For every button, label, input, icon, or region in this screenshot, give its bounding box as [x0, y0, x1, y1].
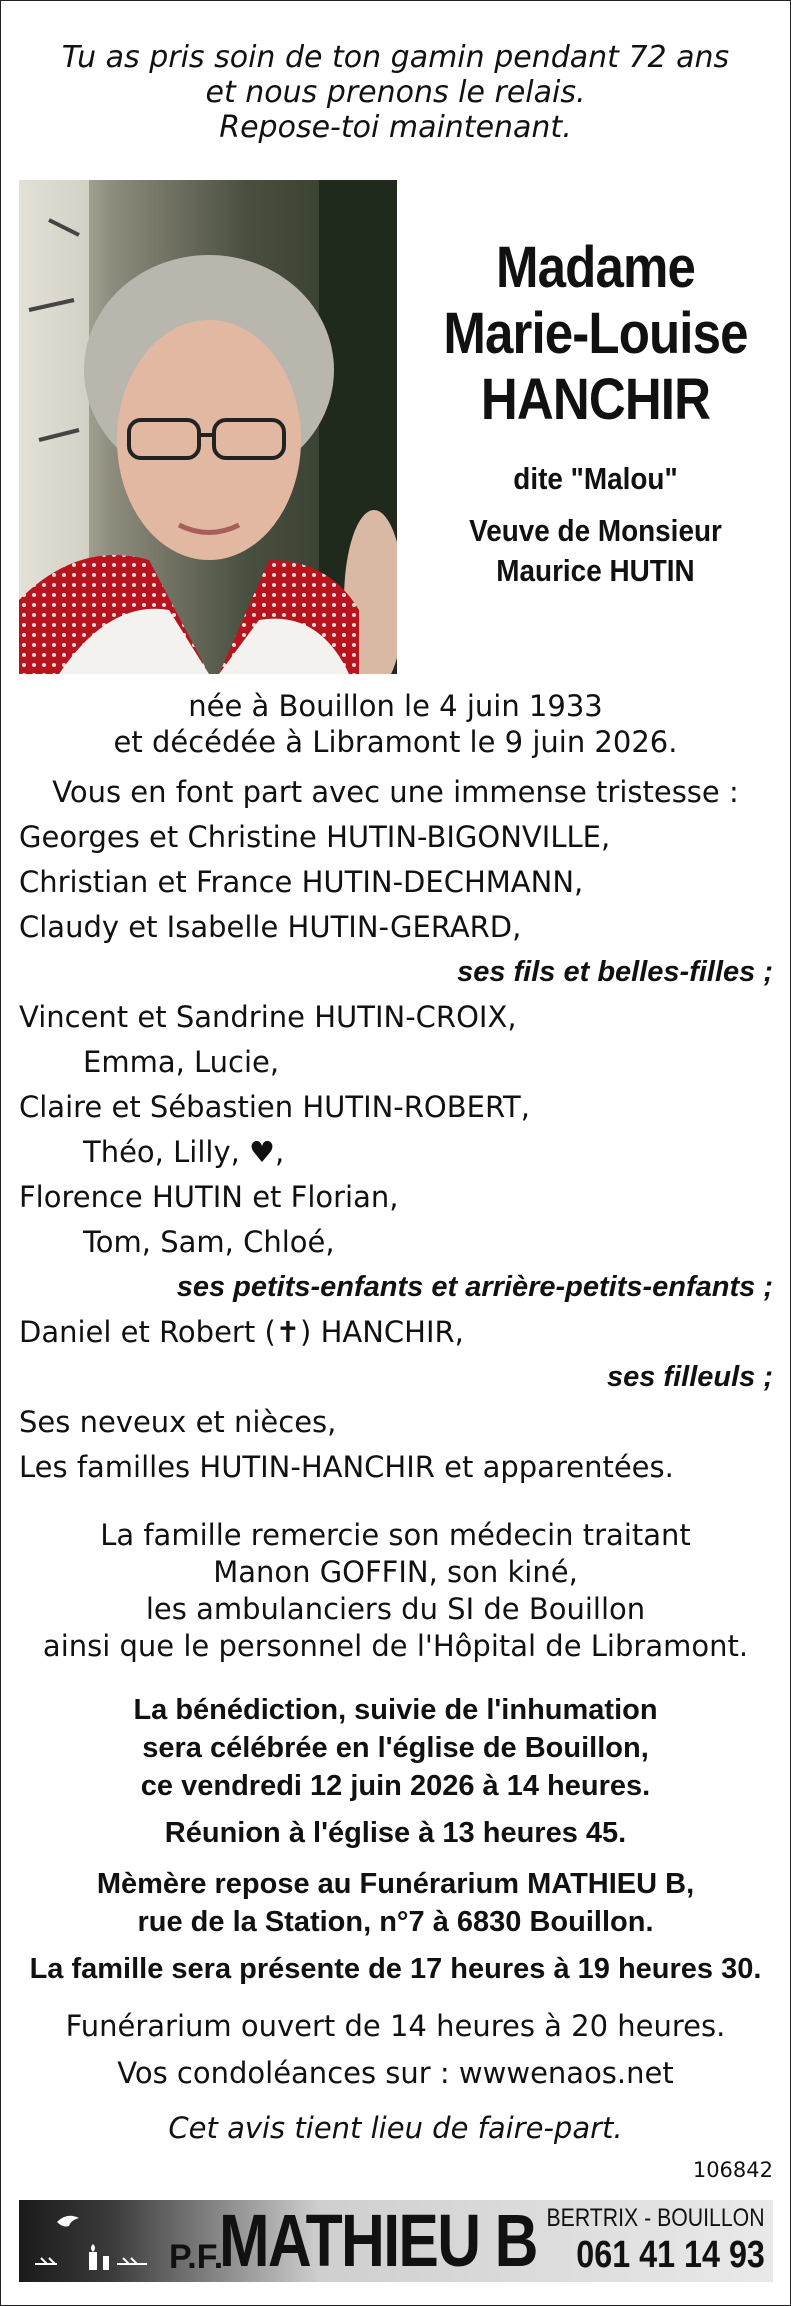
grandchild-line: Claire et Sébastien HUTIN-ROBERT, — [19, 1090, 530, 1124]
closing-line: Cet avis tient lieu de faire-part. — [168, 2111, 623, 2145]
logo-pf: P.F. — [169, 2238, 224, 2276]
portrait-photo — [19, 180, 397, 674]
others-line: Ses neveux et nièces, — [19, 1405, 337, 1439]
ceremony-line: La bénédiction, suivie de l'inhumation — [133, 1694, 658, 1726]
logo-brand: MATHIEU B — [219, 2199, 537, 2282]
thanks — [0, 1517, 791, 1665]
others-line: Les familles HUTIN-HANCHIR et apparentées. — [19, 1450, 674, 1484]
poem-line: et nous prenons le relais. — [205, 75, 586, 110]
deceased-first-name: Marie-Louise — [443, 301, 748, 366]
poem — [0, 40, 791, 145]
widow-line: Veuve de Monsieur — [469, 513, 722, 548]
great-grandchild-line: Emma, Lucie, — [83, 1045, 280, 1079]
family-presence-line: La famille sera présente de 17 heures à 19 heures 30. — [29, 1953, 762, 1985]
ceremony — [0, 1691, 791, 1852]
deceased-header — [400, 235, 791, 591]
ceremony-line: sera célébrée en l'église de Bouillon, — [142, 1732, 649, 1764]
great-grandchild-line: Théo, Lilly, ♥, — [83, 1135, 285, 1169]
practical-info — [0, 2003, 791, 2152]
funeral-home-line: Mèmère repose au Funérarium MATHIEU B, — [96, 1868, 695, 1900]
godchildren-line: Daniel et Robert (✝) HANCHIR, — [19, 1315, 464, 1349]
funeral-home — [0, 1865, 791, 1988]
great-grandchild-line: Tom, Sam, Chloé, — [83, 1225, 335, 1259]
funeral-home-logo — [19, 2200, 773, 2282]
grandchild-line: Florence HUTIN et Florian, — [19, 1180, 399, 1214]
child-line: Christian et France HUTIN-DECHMANN, — [19, 865, 584, 899]
deceased-last-name: HANCHIR — [480, 367, 711, 432]
poem-line: Repose-toi maintenant. — [219, 110, 572, 145]
widow-line: Maurice HUTIN — [496, 553, 695, 588]
children-role: ses fils et belles-filles ; — [457, 956, 773, 988]
poem-line: Tu as pris soin de ton gamin pendant 72 ans — [61, 40, 730, 75]
godchildren-role: ses filleuls ; — [606, 1361, 773, 1393]
thanks-line: Manon GOFFIN, son kiné, — [213, 1555, 578, 1589]
thanks-line: les ambulanciers du SI de Bouillon — [145, 1592, 646, 1626]
hours-line: Funérarium ouvert de 14 heures à 20 heures. — [65, 2009, 726, 2043]
thanks-line: La famille remercie son médecin traitant — [100, 1518, 691, 1552]
child-line: Claudy et Isabelle HUTIN-GERARD, — [19, 910, 522, 944]
birth-line: née à Bouillon le 4 juin 1933 — [188, 689, 603, 723]
meeting-line: Réunion à l'église à 13 heures 45. — [164, 1817, 627, 1849]
grandchildren-role: ses petits-enfants et arrière-petits-enfants ; — [176, 1271, 773, 1303]
funeral-home-line: rue de la Station, n°7 à 6830 Bouillon. — [137, 1906, 654, 1938]
thanks-line: ainsi que le personnel de l'Hôpital de Libramont. — [42, 1629, 749, 1663]
birth-death — [0, 688, 791, 760]
announce-line: Vous en font part avec une immense tristesse : — [52, 775, 739, 809]
dove-candle-icon — [27, 2208, 167, 2276]
nickname: dite "Malou" — [513, 461, 678, 496]
death-line: et décédée à Libramont le 9 juin 2026. — [113, 725, 678, 759]
condolences-line: Vos condoléances sur : wwwenaos.net — [117, 2056, 674, 2090]
ceremony-line: ce vendredi 12 juin 2026 à 14 heures. — [140, 1770, 651, 1802]
logo-phone: 061 41 14 93 — [576, 2234, 765, 2276]
family-list — [0, 770, 791, 1490]
logo-places: BERTRIX - BOUILLON — [546, 2204, 765, 2232]
deceased-title: Madame — [496, 235, 695, 300]
grandchild-line: Vincent et Sandrine HUTIN-CROIX, — [19, 1000, 517, 1034]
reference-number: 106842 — [692, 2158, 773, 2182]
child-line: Georges et Christine HUTIN-BIGONVILLE, — [19, 820, 611, 854]
